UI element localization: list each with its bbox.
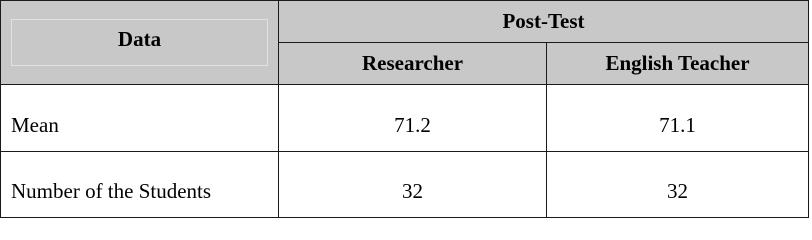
header-cell-post-test: Post-Test — [279, 1, 809, 43]
row-label-number-of-students: Number of the Students — [1, 152, 279, 218]
header-data-label: Data — [117, 27, 162, 51]
header-cell-english-teacher: English Teacher — [547, 43, 809, 85]
header-cell-researcher: Researcher — [279, 43, 547, 85]
cell-mean-researcher: 71.2 — [279, 85, 547, 152]
cell-count-english-teacher: 32 — [547, 152, 809, 218]
header-cell-data — [1, 1, 279, 85]
cell-count-researcher: 32 — [279, 152, 547, 218]
cell-mean-english-teacher: 71.1 — [547, 85, 809, 152]
table-row — [1, 152, 809, 218]
row-label-mean: Mean — [1, 85, 279, 152]
header-row-group — [1, 1, 809, 43]
table-row — [1, 85, 809, 152]
